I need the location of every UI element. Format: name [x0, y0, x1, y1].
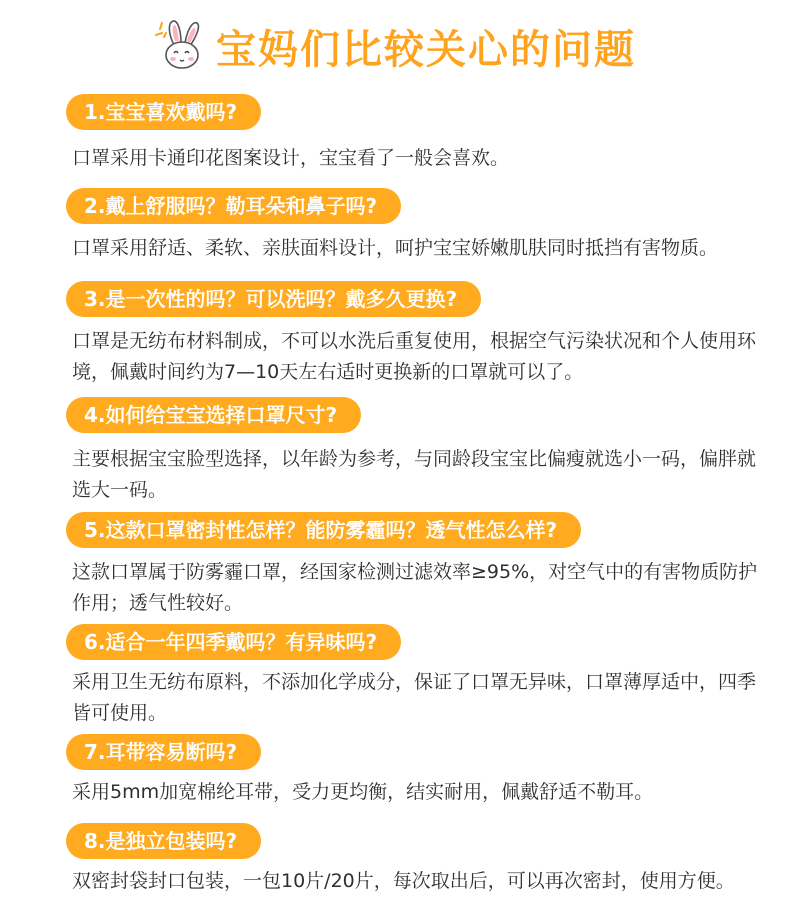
faq-answer-4: 主要根据宝宝脸型选择，以年龄为参考，与同龄段宝宝比偏瘦就选小一码，偏胖就选大一码。: [72, 448, 757, 501]
faq-question-6: 6.适合一年四季戴吗？有异味吗?: [66, 624, 401, 660]
faq-answer-2: 口罩采用舒适、柔软、亲肤面料设计，呵护宝宝娇嫩肌肤同时抵挡有害物质。: [72, 237, 719, 259]
faq-answer-3: 口罩是无纺布材料制成，不可以水洗后重复使用，根据空气污染状况和个人使用环境，佩戴时间约为7—10天左右适时更换新的口罩就可以了。: [72, 330, 757, 383]
faq-question-7: 7.耳带容易断吗?: [66, 734, 261, 770]
faq-question-1: 1.宝宝喜欢戴吗?: [66, 94, 261, 130]
page-header: [0, 14, 790, 78]
faq-question-8: 8.是独立包装吗?: [66, 823, 261, 859]
faq-answer-8: 双密封袋封口包装，一包10片/20片，每次取出后，可以再次密封，使用方便。: [72, 870, 735, 892]
faq-question-2: 2.戴上舒服吗？勒耳朵和鼻子吗?: [66, 188, 401, 224]
page-title: 宝妈们比较关心的问题: [216, 26, 636, 73]
faq-answer-5: 这款口罩属于防雾霾口罩，经国家检测过滤效率≥95%，对空气中的有害物质防护作用；透气性较好。: [72, 561, 758, 614]
faq-question-4: 4.如何给宝宝选择口罩尺寸?: [66, 397, 361, 433]
faq-answer-1: 口罩采用卡通印花图案设计，宝宝看了一般会喜欢。: [72, 147, 510, 169]
bunny-icon: [154, 17, 210, 75]
faq-question-5: 5.这款口罩密封性怎样？能防雾霾吗？透气性怎么样?: [66, 512, 581, 548]
faq-answer-6: 采用卫生无纺布原料，不添加化学成分，保证了口罩无异味，口罩薄厚适中，四季皆可使用。: [72, 671, 757, 724]
faq-answer-7: 采用5mm加宽棉纶耳带，受力更均衡，结实耐用，佩戴舒适不勒耳。: [72, 781, 654, 803]
faq-question-3: 3.是一次性的吗？可以洗吗？戴多久更换?: [66, 281, 481, 317]
